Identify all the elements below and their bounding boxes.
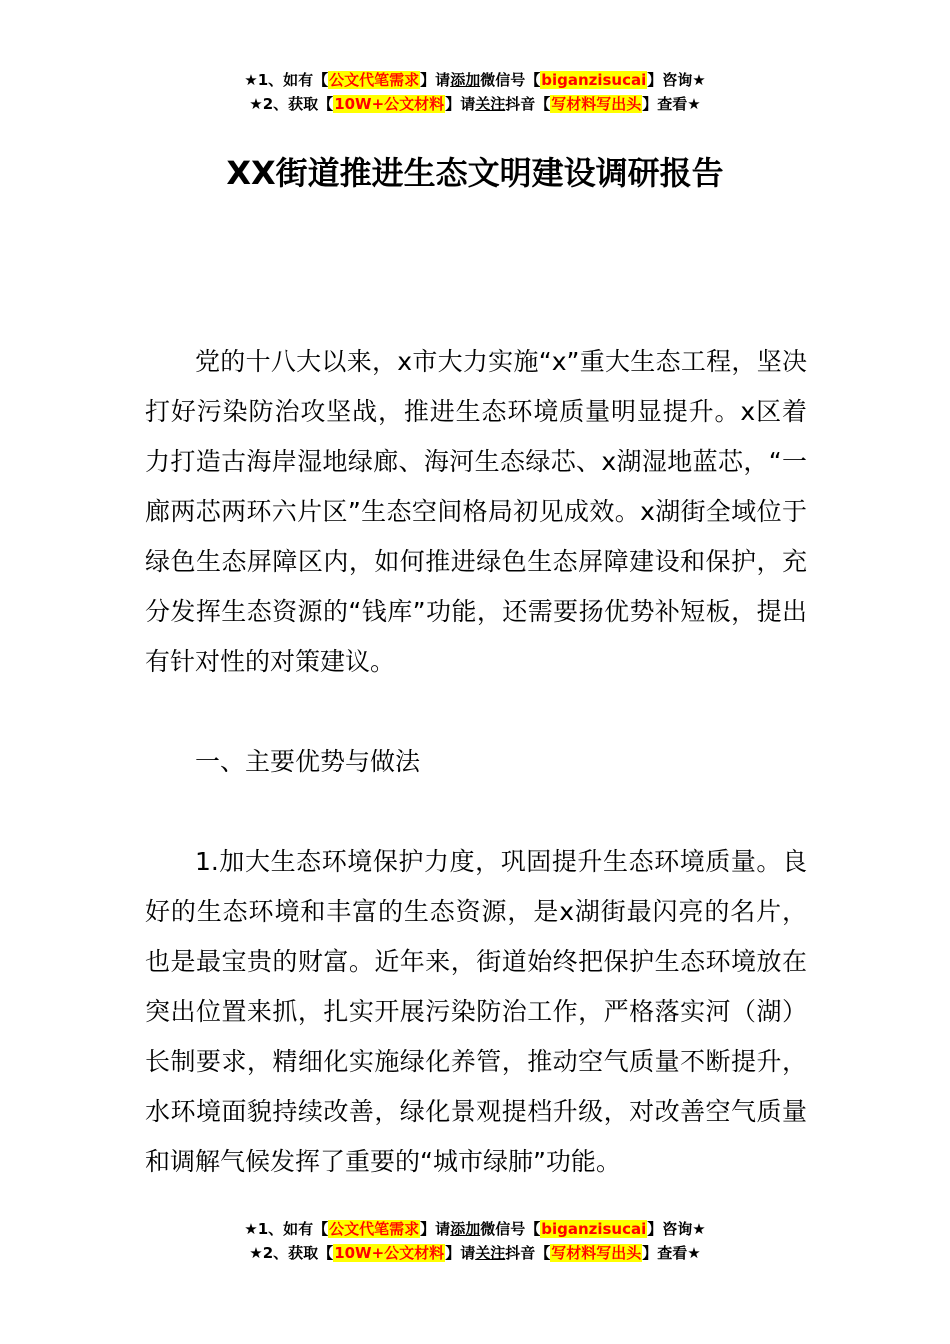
section-heading-text: 一、主要优势与做法 xyxy=(195,747,421,776)
banner-text: ★1、如有【 xyxy=(244,1220,329,1238)
banner-line-2 xyxy=(0,1241,950,1265)
banner-text: 】查看★ xyxy=(642,95,701,113)
intro-text: 党的十八大以来，x市大力实施“x”重大生态工程，坚决打好污染防治攻坚战，推进生态环境质量明显提升。x区着力打造古海岸湿地绿廊、海河生态绿芯、x湖湿地蓝芯，“一廊两芯两环六片区”生态空间格局初见成效。x湖街全域位于绿色生态屏障区内，如何推进绿色生态屏障建设和保护，充分发挥生态资源的“钱库”功能，还需要扬优势补短板，提出有针对性的对策建议。 xyxy=(145,347,807,676)
body-paragraph xyxy=(145,837,807,1187)
banner-text: 】请 xyxy=(445,95,476,113)
banner-line-2 xyxy=(0,92,950,116)
document-title: XX街道推进生态文明建设调研报告 xyxy=(226,154,724,192)
banner-text: 微信号【 xyxy=(480,1220,541,1238)
banner-underline: 添加 xyxy=(450,71,481,89)
banner-highlight: 10W+公文材料 xyxy=(334,95,445,113)
banner-underline: 关注 xyxy=(475,1244,506,1262)
banner-text: 】查看★ xyxy=(642,1244,701,1262)
banner-highlight: 写材料写出头 xyxy=(551,95,642,113)
body-paragraph-text: 1.加大生态环境保护力度，巩固提升生态环境质量。良好的生态环境和丰富的生态资源，是x湖街最闪亮的名片，也是最宝贵的财富。近年来，街道始终把保护生态环境放在突出位置来抓，扎实开展污染防治工作，严格落实河（湖）长制要求，精细化实施绿化养管，推动空气质量不断提升，水环境面貌持续改善，绿化景观提档升级，对改善空气质量和调解气候发挥了重要的“城市绿肺”功能。 xyxy=(145,847,807,1176)
banner-text: ★1、如有【 xyxy=(244,71,329,89)
banner-text: ★2、获取【 xyxy=(249,95,334,113)
banner-text: 】咨询★ xyxy=(647,71,706,89)
banner-text: 】咨询★ xyxy=(647,1220,706,1238)
banner-text: 】请 xyxy=(445,1244,476,1262)
banner-text: 】请 xyxy=(420,1220,451,1238)
banner-highlight: biganzisucai xyxy=(541,1220,647,1238)
banner-text: 抖音【 xyxy=(505,95,551,113)
header-banner xyxy=(0,68,950,116)
banner-text: 微信号【 xyxy=(480,71,541,89)
banner-highlight: biganzisucai xyxy=(541,71,647,89)
banner-highlight: 公文代笔需求 xyxy=(329,1220,420,1238)
section-heading xyxy=(145,737,807,787)
banner-highlight: 10W+公文材料 xyxy=(334,1244,445,1262)
banner-text: 抖音【 xyxy=(505,1244,551,1262)
banner-underline: 添加 xyxy=(450,1220,481,1238)
banner-text: ★2、获取【 xyxy=(249,1244,334,1262)
banner-line-1 xyxy=(0,1217,950,1241)
footer-banner xyxy=(0,1217,950,1265)
banner-line-1 xyxy=(0,68,950,92)
banner-text: 】请 xyxy=(420,71,451,89)
banner-highlight: 公文代笔需求 xyxy=(329,71,420,89)
banner-underline: 关注 xyxy=(475,95,506,113)
banner-highlight: 写材料写出头 xyxy=(551,1244,642,1262)
intro-paragraph xyxy=(145,337,807,687)
